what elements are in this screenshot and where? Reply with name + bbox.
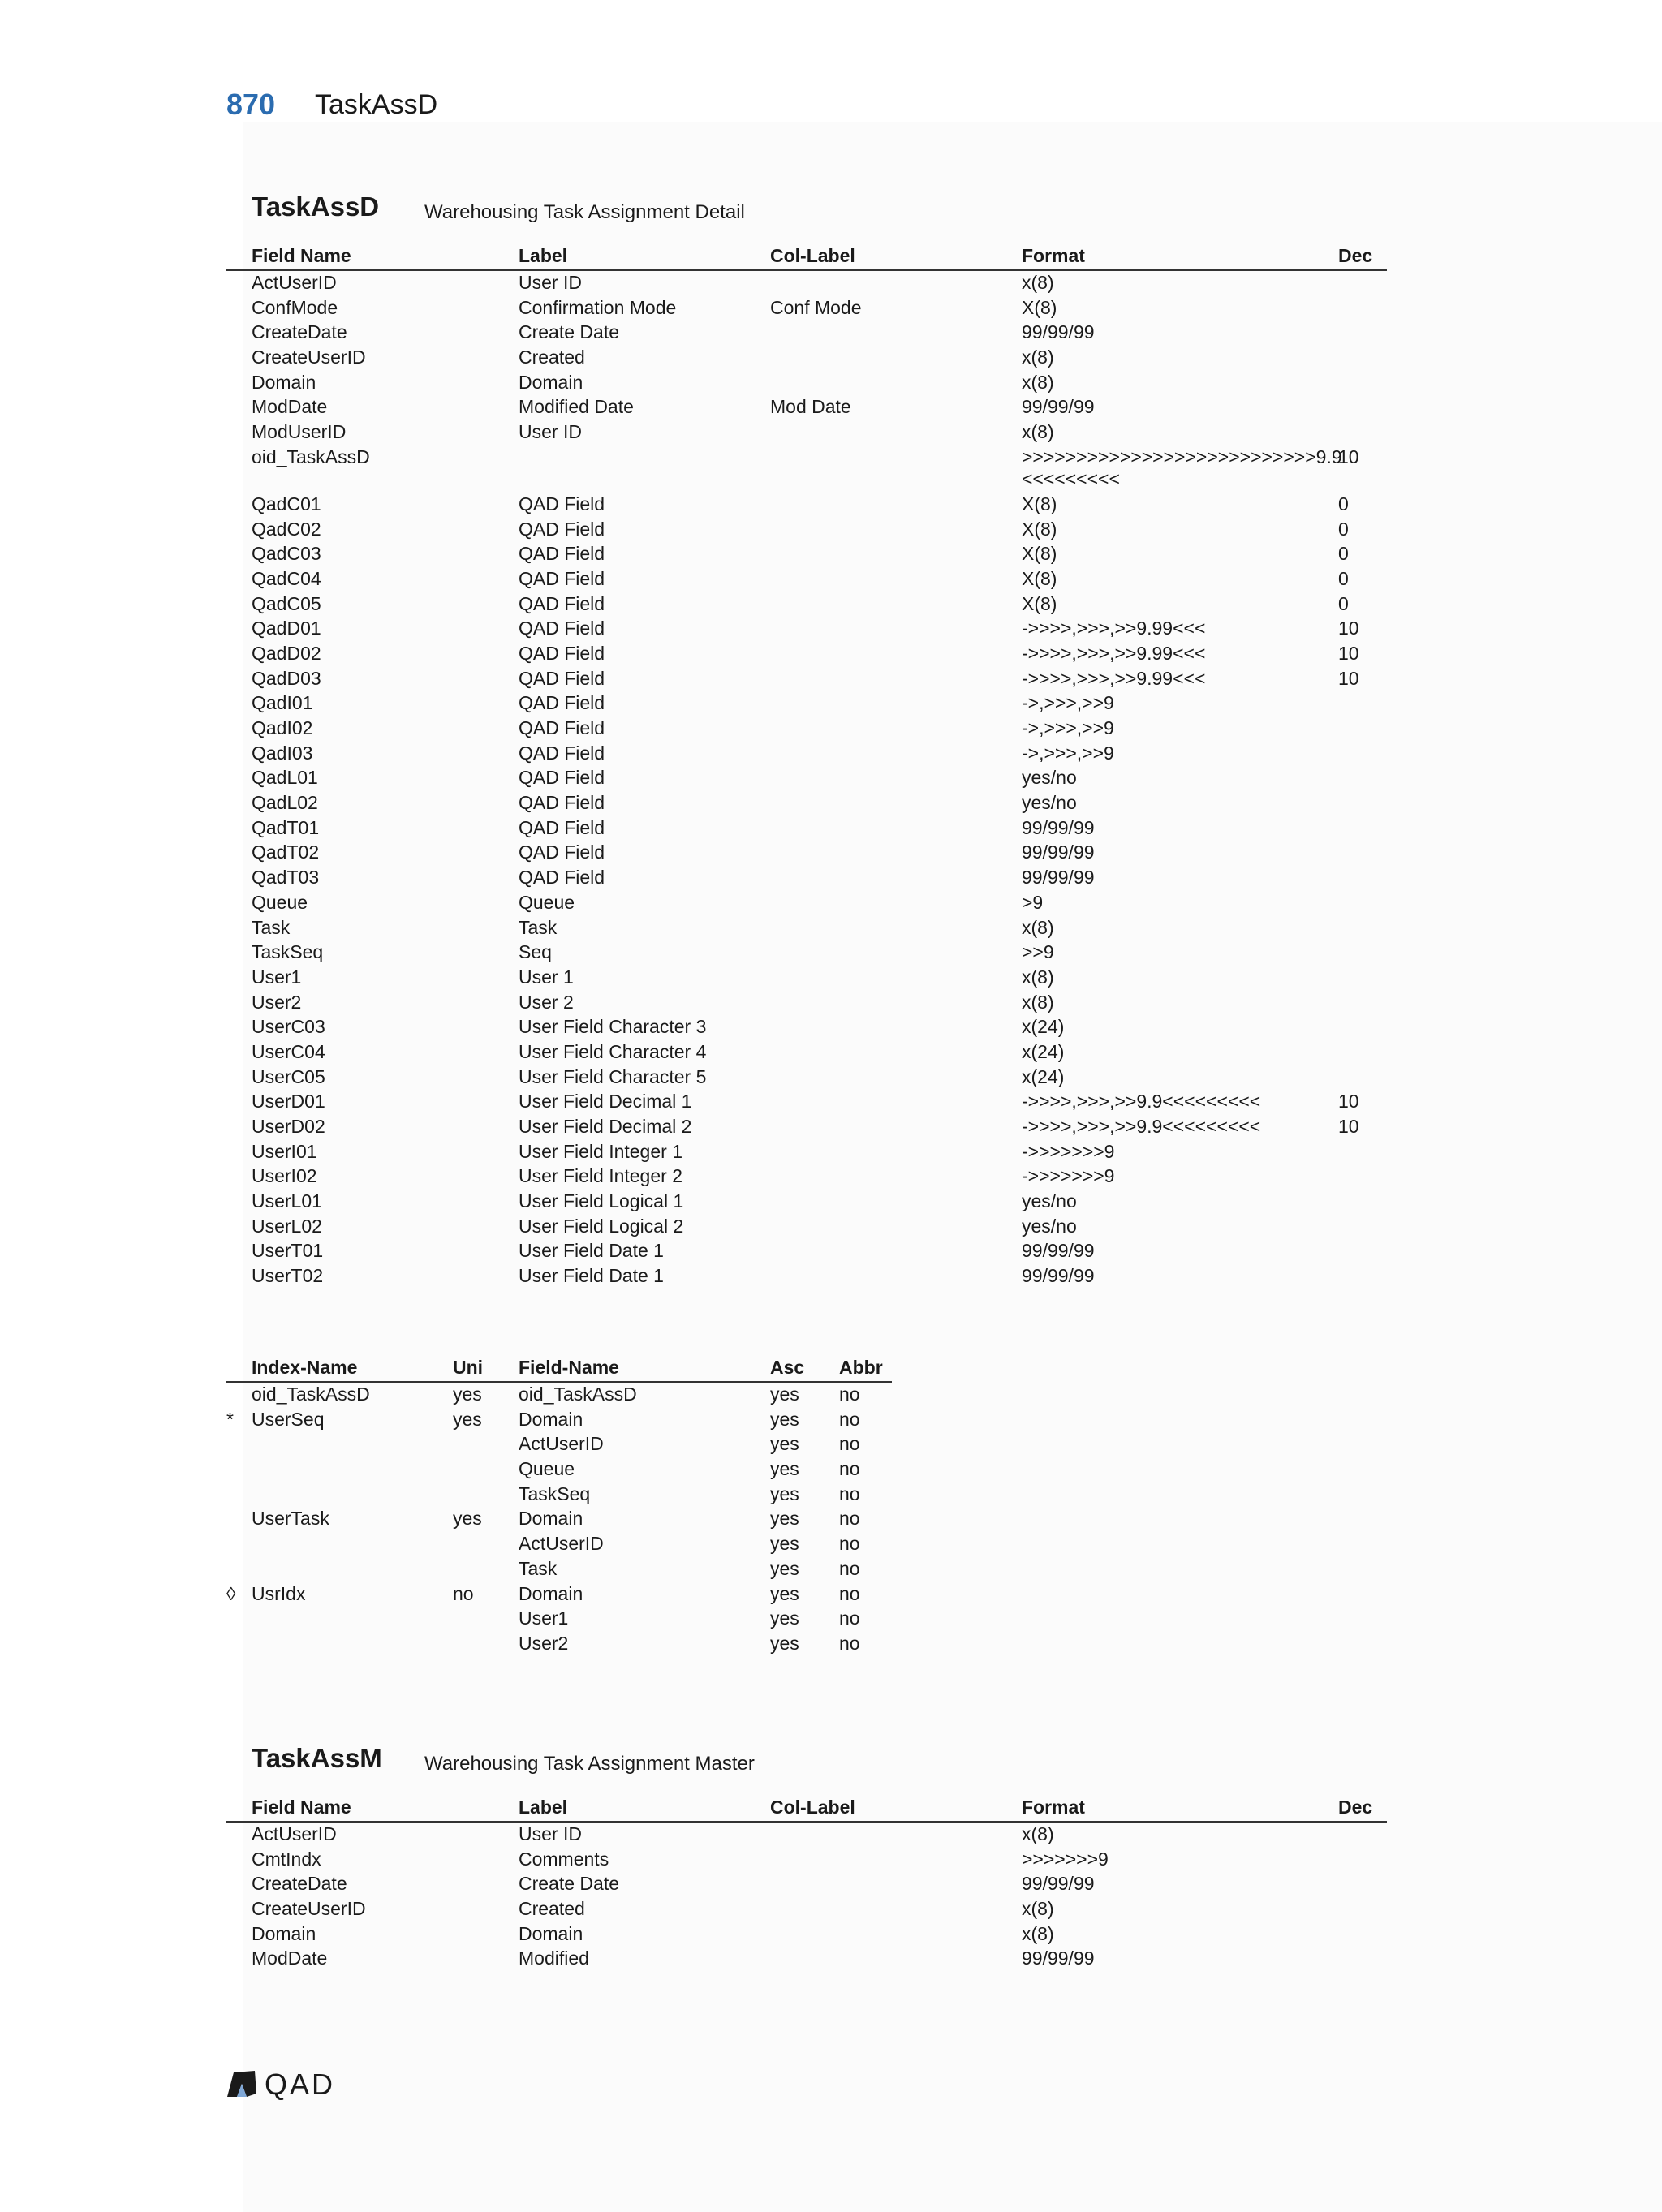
index-marker: * [226, 1408, 234, 1430]
field-col-label: Mod Date [770, 396, 851, 418]
index-abbr: no [839, 1508, 860, 1530]
field-dec: 0 [1338, 567, 1349, 589]
field-label: Created [519, 1898, 585, 1920]
field-rows [226, 1823, 1387, 1972]
field-label: Created [519, 346, 585, 368]
field-format: x(8) [1022, 916, 1054, 938]
table-name: TaskAssD [252, 192, 380, 222]
table-row [226, 1215, 1387, 1240]
table-row [226, 1408, 892, 1433]
col-index-name: Index-Name [252, 1357, 358, 1378]
table-row [226, 1164, 1387, 1190]
field-label: QAD Field [519, 493, 605, 514]
field-format: x(8) [1022, 966, 1054, 988]
field-format: x(24) [1022, 1065, 1065, 1087]
table-row [226, 1483, 892, 1508]
table-taskassm [226, 1743, 1387, 1972]
table-row [226, 1507, 892, 1532]
field-format: X(8) [1022, 518, 1057, 540]
field-rows [226, 271, 1387, 1289]
field-name: QadT01 [252, 816, 320, 838]
field-label: User Field Character 4 [519, 1040, 707, 1062]
field-name: UserT01 [252, 1240, 324, 1262]
field-label: QAD Field [519, 841, 605, 863]
field-format: x(8) [1022, 1898, 1054, 1920]
table-row [226, 1090, 1387, 1115]
table-row [226, 1264, 1387, 1289]
index-marker: ◊ [226, 1582, 236, 1604]
table-heading [226, 192, 1387, 237]
index-asc: yes [770, 1508, 799, 1530]
index-name: UserSeq [252, 1408, 325, 1430]
field-format: x(8) [1022, 991, 1054, 1013]
field-label: User Field Logical 1 [519, 1190, 684, 1212]
index-field: Queue [519, 1458, 575, 1480]
field-name: ActUserID [252, 1823, 337, 1844]
table-row [226, 667, 1387, 692]
field-label: User Field Integer 2 [519, 1165, 682, 1187]
table-row [226, 1015, 1387, 1040]
field-dec: 10 [1338, 1091, 1359, 1112]
field-label: User Field Date 1 [519, 1240, 664, 1262]
field-label: User Field Date 1 [519, 1265, 664, 1287]
table-row [226, 1040, 1387, 1065]
page-title: TaskAssD [315, 89, 438, 120]
index-asc: yes [770, 1408, 799, 1430]
field-label: User Field Character 5 [519, 1065, 707, 1087]
table-taskassd [226, 192, 1387, 1289]
col-dec: Dec [1338, 1797, 1373, 1818]
table-row [226, 1383, 892, 1408]
field-dec: 0 [1338, 493, 1349, 514]
index-field: User1 [519, 1607, 569, 1629]
field-label: Task [519, 916, 558, 938]
field-format: X(8) [1022, 493, 1057, 514]
index-abbr: no [839, 1408, 860, 1430]
index-abbr: no [839, 1384, 860, 1405]
field-name: ModUserID [252, 421, 347, 443]
table-row [226, 742, 1387, 767]
field-format: X(8) [1022, 567, 1057, 589]
table-row [226, 866, 1387, 891]
field-format: x(8) [1022, 346, 1054, 368]
index-asc: yes [770, 1533, 799, 1555]
index-abbr: no [839, 1433, 860, 1455]
table-row [226, 1848, 1387, 1873]
field-label: Modified Date [519, 396, 634, 418]
field-label: QAD Field [519, 667, 605, 689]
field-name: oid_TaskAssD [252, 445, 370, 467]
index-asc: yes [770, 1582, 799, 1604]
field-name: QadT02 [252, 841, 320, 863]
field-name: QadD01 [252, 618, 321, 639]
index-asc: yes [770, 1483, 799, 1504]
field-format: >>>>>>>>>>>>>>>>>>>>>>>>>>>9.9<<<<<<<<< [1022, 445, 1342, 489]
table-row [226, 1607, 892, 1632]
index-field: User2 [519, 1632, 569, 1654]
field-label: User Field Decimal 1 [519, 1091, 692, 1112]
field-format: ->>>>,>>>,>>9.9<<<<<<<<< [1022, 1091, 1261, 1112]
field-format: >>>>>>>9 [1022, 1848, 1109, 1870]
field-label: QAD Field [519, 567, 605, 589]
field-name: QadD03 [252, 667, 321, 689]
col-field-name: Field-Name [519, 1357, 619, 1378]
field-format: 99/99/99 [1022, 1873, 1095, 1895]
field-name: CreateUserID [252, 346, 366, 368]
field-name: CmtIndx [252, 1848, 321, 1870]
field-format: 99/99/99 [1022, 867, 1095, 889]
field-format: 99/99/99 [1022, 1240, 1095, 1262]
table-row [226, 1632, 892, 1657]
index-rows [226, 1383, 892, 1657]
index-field: TaskSeq [519, 1483, 591, 1504]
column-header-row [226, 245, 1387, 271]
col-label: Label [519, 1797, 568, 1818]
field-label: User ID [519, 1823, 582, 1844]
field-label: User 1 [519, 966, 574, 988]
field-name: UserC03 [252, 1016, 325, 1038]
field-label: Domain [519, 1922, 583, 1944]
field-label: User 2 [519, 991, 574, 1013]
table-row [226, 642, 1387, 667]
field-format: ->>>>,>>>,>>9.9<<<<<<<<< [1022, 1116, 1261, 1137]
field-name: CreateDate [252, 321, 347, 343]
field-format: X(8) [1022, 296, 1057, 318]
col-format: Format [1022, 1797, 1085, 1818]
index-header-row [226, 1357, 892, 1383]
field-name: UserL01 [252, 1190, 322, 1212]
field-label: User Field Logical 2 [519, 1215, 684, 1237]
index-name: UserTask [252, 1508, 329, 1530]
table-row [226, 717, 1387, 742]
field-label: User ID [519, 421, 582, 443]
field-name: UserI02 [252, 1165, 317, 1187]
index-asc: yes [770, 1557, 799, 1579]
field-name: UserC05 [252, 1065, 325, 1087]
field-format: yes/no [1022, 1215, 1077, 1237]
field-label: QAD Field [519, 692, 605, 714]
table-row [226, 542, 1387, 567]
field-dec: 10 [1338, 445, 1359, 467]
table-row [226, 1457, 892, 1483]
field-format: X(8) [1022, 592, 1057, 614]
index-name: UsrIdx [252, 1582, 306, 1604]
field-format: ->,>>>,>>9 [1022, 692, 1114, 714]
field-format: x(8) [1022, 272, 1054, 293]
table-row [226, 1872, 1387, 1897]
field-label: Create Date [519, 1873, 620, 1895]
field-format: x(8) [1022, 371, 1054, 393]
field-format: 99/99/99 [1022, 1947, 1095, 1969]
index-asc: yes [770, 1632, 799, 1654]
index-table [226, 1349, 892, 1657]
field-label: QAD Field [519, 816, 605, 838]
field-format: x(8) [1022, 1823, 1054, 1844]
field-col-label: Conf Mode [770, 296, 862, 318]
field-dec: 10 [1338, 1116, 1359, 1137]
field-label: Domain [519, 371, 583, 393]
logo-text: QAD [265, 2068, 336, 2101]
index-abbr: no [839, 1483, 860, 1504]
field-format: ->>>>,>>>,>>9.99<<< [1022, 642, 1206, 664]
col-field-name: Field Name [252, 1797, 351, 1818]
page-number: 870 [226, 88, 276, 121]
qad-logo-icon [226, 2069, 258, 2098]
table-row [226, 567, 1387, 592]
table-row [226, 617, 1387, 642]
table-row [226, 271, 1387, 296]
field-label: User Field Decimal 2 [519, 1116, 692, 1137]
table-row [226, 916, 1387, 941]
field-format: yes/no [1022, 792, 1077, 814]
table-row [226, 395, 1387, 420]
table-description: Warehousing Task Assignment Master [424, 1753, 755, 1775]
field-label: QAD Field [519, 543, 605, 565]
field-label: Queue [519, 891, 575, 913]
field-format: x(8) [1022, 421, 1054, 443]
table-row [226, 1239, 1387, 1264]
index-abbr: no [839, 1582, 860, 1604]
field-label: QAD Field [519, 518, 605, 540]
field-label: Seq [519, 941, 552, 963]
table-row [226, 966, 1387, 991]
field-format: >9 [1022, 891, 1044, 913]
index-field: Domain [519, 1408, 583, 1430]
field-label: QAD Field [519, 792, 605, 814]
field-format: 99/99/99 [1022, 321, 1095, 343]
col-col-label: Col-Label [770, 245, 855, 266]
field-format: x(24) [1022, 1040, 1065, 1062]
field-name: QadD02 [252, 642, 321, 664]
field-name: CreateUserID [252, 1898, 366, 1920]
field-format: ->>>>>>>9 [1022, 1165, 1115, 1187]
field-format: 99/99/99 [1022, 396, 1095, 418]
field-format: 99/99/99 [1022, 816, 1095, 838]
field-label: QAD Field [519, 618, 605, 639]
table-row [226, 1947, 1387, 1972]
field-name: ModDate [252, 1947, 328, 1969]
table-row [226, 420, 1387, 445]
index-unique: no [453, 1582, 474, 1604]
table-row [226, 371, 1387, 396]
field-name: QadC03 [252, 543, 321, 565]
table-row [226, 1115, 1387, 1140]
table-row [226, 1582, 892, 1607]
col-abbr: Abbr [839, 1357, 883, 1378]
table-row [226, 991, 1387, 1016]
table-row [226, 1557, 892, 1582]
table-heading [226, 1743, 1387, 1788]
field-name: User2 [252, 991, 302, 1013]
col-col-label: Col-Label [770, 1797, 855, 1818]
table-row [226, 1897, 1387, 1922]
field-label: Create Date [519, 321, 620, 343]
col-format: Format [1022, 245, 1085, 266]
index-field: ActUserID [519, 1533, 604, 1555]
field-name: User1 [252, 966, 302, 988]
index-unique: yes [453, 1384, 482, 1405]
table-row [226, 518, 1387, 543]
field-dec: 0 [1338, 543, 1349, 565]
table-row [226, 592, 1387, 618]
field-label: QAD Field [519, 767, 605, 789]
index-field: oid_TaskAssD [519, 1384, 637, 1405]
table-description: Warehousing Task Assignment Detail [424, 201, 745, 223]
table-row [226, 1922, 1387, 1947]
index-field: Domain [519, 1508, 583, 1530]
field-format: 99/99/99 [1022, 841, 1095, 863]
field-format: ->>>>,>>>,>>9.99<<< [1022, 618, 1206, 639]
field-format: >>9 [1022, 941, 1054, 963]
index-abbr: no [839, 1533, 860, 1555]
table-row [226, 691, 1387, 717]
field-name: Queue [252, 891, 308, 913]
field-format: ->>>>,>>>,>>9.99<<< [1022, 667, 1206, 689]
index-field: Task [519, 1557, 558, 1579]
field-label: QAD Field [519, 742, 605, 764]
index-name: oid_TaskAssD [252, 1384, 370, 1405]
field-label: QAD Field [519, 867, 605, 889]
field-dec: 0 [1338, 518, 1349, 540]
field-label: QAD Field [519, 717, 605, 738]
field-name: QadT03 [252, 867, 320, 889]
field-format: yes/no [1022, 767, 1077, 789]
table-row [226, 816, 1387, 841]
table-row [226, 1140, 1387, 1165]
field-label: Comments [519, 1848, 609, 1870]
field-format: 99/99/99 [1022, 1265, 1095, 1287]
col-uni: Uni [453, 1357, 484, 1378]
table-row [226, 841, 1387, 866]
col-dec: Dec [1338, 245, 1373, 266]
table-row [226, 1432, 892, 1457]
index-asc: yes [770, 1458, 799, 1480]
index-abbr: no [839, 1632, 860, 1654]
field-name: ConfMode [252, 296, 338, 318]
field-dec: 10 [1338, 642, 1359, 664]
field-dec: 10 [1338, 618, 1359, 639]
table-row [226, 296, 1387, 321]
field-name: UserI01 [252, 1140, 317, 1162]
field-format: ->,>>>,>>9 [1022, 742, 1114, 764]
field-label: User Field Character 3 [519, 1016, 707, 1038]
index-asc: yes [770, 1384, 799, 1405]
table-row [226, 1065, 1387, 1091]
index-abbr: no [839, 1458, 860, 1480]
field-name: QadI01 [252, 692, 313, 714]
index-unique: yes [453, 1408, 482, 1430]
table-name: TaskAssM [252, 1743, 382, 1773]
col-label: Label [519, 245, 568, 266]
field-name: ActUserID [252, 272, 337, 293]
field-label: User ID [519, 272, 582, 293]
index-abbr: no [839, 1557, 860, 1579]
field-dec: 10 [1338, 667, 1359, 689]
field-name: UserD01 [252, 1091, 325, 1112]
field-format: ->>>>>>>9 [1022, 1140, 1115, 1162]
table-row [226, 1823, 1387, 1848]
table-row [226, 445, 1387, 493]
table-row [226, 321, 1387, 346]
field-name: QadI03 [252, 742, 313, 764]
index-field: Domain [519, 1582, 583, 1604]
field-format: x(8) [1022, 1922, 1054, 1944]
field-name: QadC04 [252, 567, 321, 589]
table-row [226, 791, 1387, 816]
index-abbr: no [839, 1607, 860, 1629]
field-label: QAD Field [519, 592, 605, 614]
index-unique: yes [453, 1508, 482, 1530]
col-asc: Asc [770, 1357, 805, 1378]
table-row [226, 493, 1387, 518]
field-label: User Field Integer 1 [519, 1140, 682, 1162]
table-row [226, 891, 1387, 916]
index-asc: yes [770, 1607, 799, 1629]
field-name: QadC02 [252, 518, 321, 540]
field-format: yes/no [1022, 1190, 1077, 1212]
table-row [226, 940, 1387, 966]
table-row [226, 1532, 892, 1557]
field-name: UserD02 [252, 1116, 325, 1137]
field-format: X(8) [1022, 543, 1057, 565]
field-name: QadC01 [252, 493, 321, 514]
field-name: CreateDate [252, 1873, 347, 1895]
field-format: x(24) [1022, 1016, 1065, 1038]
field-label: QAD Field [519, 642, 605, 664]
table-row [226, 766, 1387, 791]
column-header-row [226, 1797, 1387, 1823]
field-name: QadI02 [252, 717, 313, 738]
field-name: QadL02 [252, 792, 318, 814]
field-name: UserC04 [252, 1040, 325, 1062]
field-name: UserT02 [252, 1265, 324, 1287]
field-dec: 0 [1338, 592, 1349, 614]
field-label: Modified [519, 1947, 589, 1969]
field-name: TaskSeq [252, 941, 324, 963]
field-name: UserL02 [252, 1215, 322, 1237]
field-name: Domain [252, 1922, 316, 1944]
col-field-name: Field Name [252, 245, 351, 266]
field-label: Confirmation Mode [519, 296, 677, 318]
index-asc: yes [770, 1433, 799, 1455]
field-name: Task [252, 916, 291, 938]
field-name: QadL01 [252, 767, 318, 789]
table-row [226, 1190, 1387, 1215]
field-name: QadC05 [252, 592, 321, 614]
index-field: ActUserID [519, 1433, 604, 1455]
field-format: ->,>>>,>>9 [1022, 717, 1114, 738]
table-row [226, 346, 1387, 371]
field-name: Domain [252, 371, 316, 393]
field-name: ModDate [252, 396, 328, 418]
